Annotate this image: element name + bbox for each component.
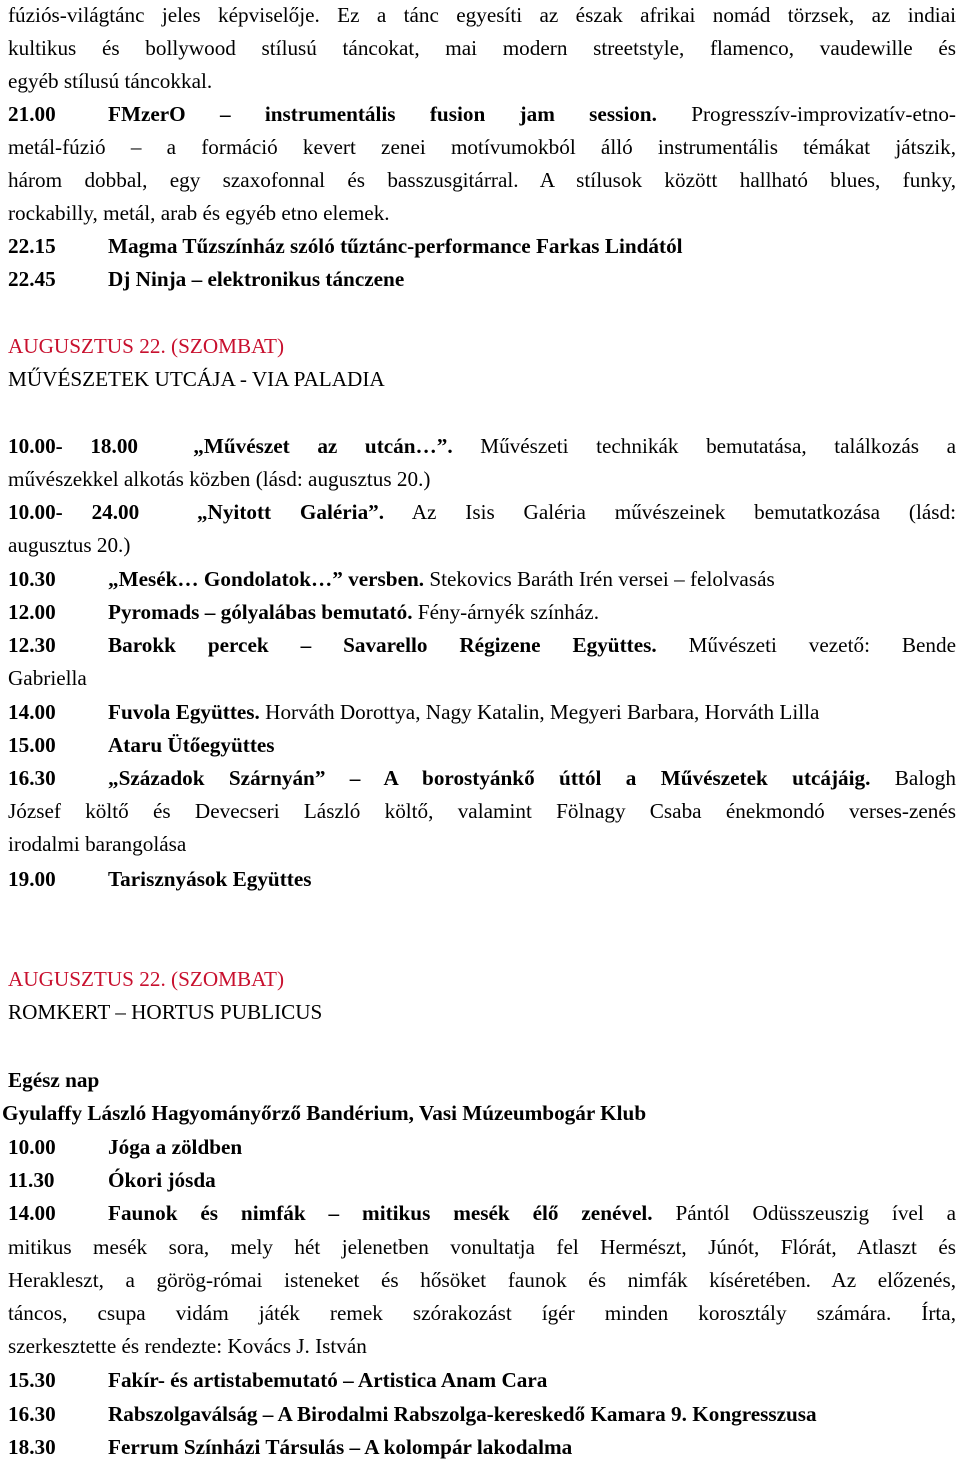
event-cont: Herakleszt, a görög-római isteneket és hősöket faunok és nimfák kíséretében. Az előzenés,: [8, 1268, 956, 1292]
event-time: 22.45: [8, 267, 56, 291]
event-row: 12.00 Pyromads – gólyalábas bemutató. Fény-árnyék színház.: [8, 600, 599, 624]
paragraph-line: rockabilly, metál, arab és egyéb etno elemek.: [8, 201, 390, 225]
paragraph-line: egyéb stílusú táncokkal.: [8, 69, 213, 93]
event-row: 10.00 Jóga a zöldben: [8, 1135, 243, 1159]
event-cont: művészekkel alkotás közben (lásd: augusztus 20.): [8, 467, 431, 491]
event-row: 15.00 Ataru Ütőegyüttes: [8, 733, 275, 757]
section-date: AUGUSZTUS 22. (SZOMBAT): [8, 334, 285, 358]
event-desc: Progresszív-improvizatív-etno-: [691, 102, 956, 126]
section-venue: MŰVÉSZETEK UTCÁJA - VIA PALADIA: [8, 367, 385, 391]
event-title: Magma Tűzszínház szóló tűztánc-performance Farkas Lindától: [108, 234, 683, 258]
event-row: 12.30 Barokk percek – Savarello Régizene Együttes. Művészeti vezető: Bende: [8, 633, 957, 657]
event-row: 15.30 Fakír- és artistabemutató – Artistica Anam Cara: [8, 1368, 548, 1392]
allday-label: Egész nap: [8, 1068, 100, 1092]
event-cont: irodalmi barangolása: [8, 832, 187, 856]
paragraph-line: fúziós-világtánc jeles képviselője. Ez a tánc egyesíti az észak afrikai nomád törzsek, az indiai: [8, 3, 956, 27]
event-time: 21.00: [8, 102, 56, 126]
paragraph-line: metál-fúzió – a formáció kevert zenei motívumokból álló instrumentális témákat játszik,: [8, 135, 956, 159]
event-row: 11.30 Ókori jósda: [8, 1168, 216, 1192]
event-cont: augusztus 20.): [8, 533, 131, 557]
event-time: 22.15: [8, 234, 56, 258]
section-venue: ROMKERT – HORTUS PUBLICUS: [8, 1000, 323, 1024]
event-cont: Gabriella: [8, 666, 87, 690]
event-title: Dj Ninja – elektronikus tánczene: [108, 267, 405, 291]
event-row: 16.30 „Századok Szárnyán” – A borostyánkő úttól a Művészetek utcájáig. Balogh: [8, 766, 956, 790]
event-row: 10.00- 18.00 „Művészet az utcán…”. Művészeti technikák bemutatása, találkozás a: [8, 434, 956, 458]
event-2245: [8, 264, 956, 294]
event-row: 19.00 Tarisznyások Együttes: [8, 867, 312, 891]
event-2100: [8, 99, 956, 129]
event-row: 10.30 „Mesék… Gondolatok…” versben. Stekovics Baráth Irén versei – felolvasás: [8, 567, 775, 591]
event-cont: szerkesztette és rendezte: Kovács J. István: [8, 1334, 367, 1358]
paragraph-line: kultikus és bollywood stílusú táncokat, mai modern streetstyle, flamenco, vaudewille és: [8, 36, 956, 60]
event-2215: [8, 231, 956, 261]
paragraph-line: három dobbal, egy szaxofonnal és basszusgitárral. A stílusok között hallható blues, funky,: [8, 168, 956, 192]
event-cont: mitikus mesék sora, mely hét jelenetben vonultatja fel Hermészt, Júnót, Flórát, Atlaszt és: [8, 1235, 956, 1259]
event-row: 16.30 Rabszolgaválság – A Birodalmi Rabszolga-kereskedő Kamara 9. Kongresszusa: [8, 1402, 817, 1426]
event-cont: József költő és Devecseri László költő, valamint Fölnagy Csaba énekmondó verses-zenés: [8, 799, 956, 823]
section-date: AUGUSZTUS 22. (SZOMBAT): [8, 967, 285, 991]
event-cont: táncos, csupa vidám játék remek szórakozást ígér minden korosztály számára. Írta,: [8, 1301, 956, 1325]
event-row: 10.00- 24.00 „Nyitott Galéria”. Az Isis Galéria művészeinek bemutatkozása (lásd:: [8, 500, 956, 524]
event-row: 14.00 Fuvola Együttes. Horváth Dorottya, Nagy Katalin, Megyeri Barbara, Horváth Lilla: [8, 700, 820, 724]
event-row: 18.30 Ferrum Színházi Társulás – A kolompár lakodalma: [8, 1435, 573, 1459]
event-row: 14.00 Faunok és nimfák – mitikus mesék élő zenével. Pántól Odüsszeuszig ível a: [8, 1201, 956, 1225]
event-title: FMzerO – instrumentális fusion jam session.: [108, 102, 657, 126]
allday-title: Gyulaffy László Hagyományőrző Bandérium, Vasi Múzeumbogár Klub: [2, 1101, 647, 1125]
